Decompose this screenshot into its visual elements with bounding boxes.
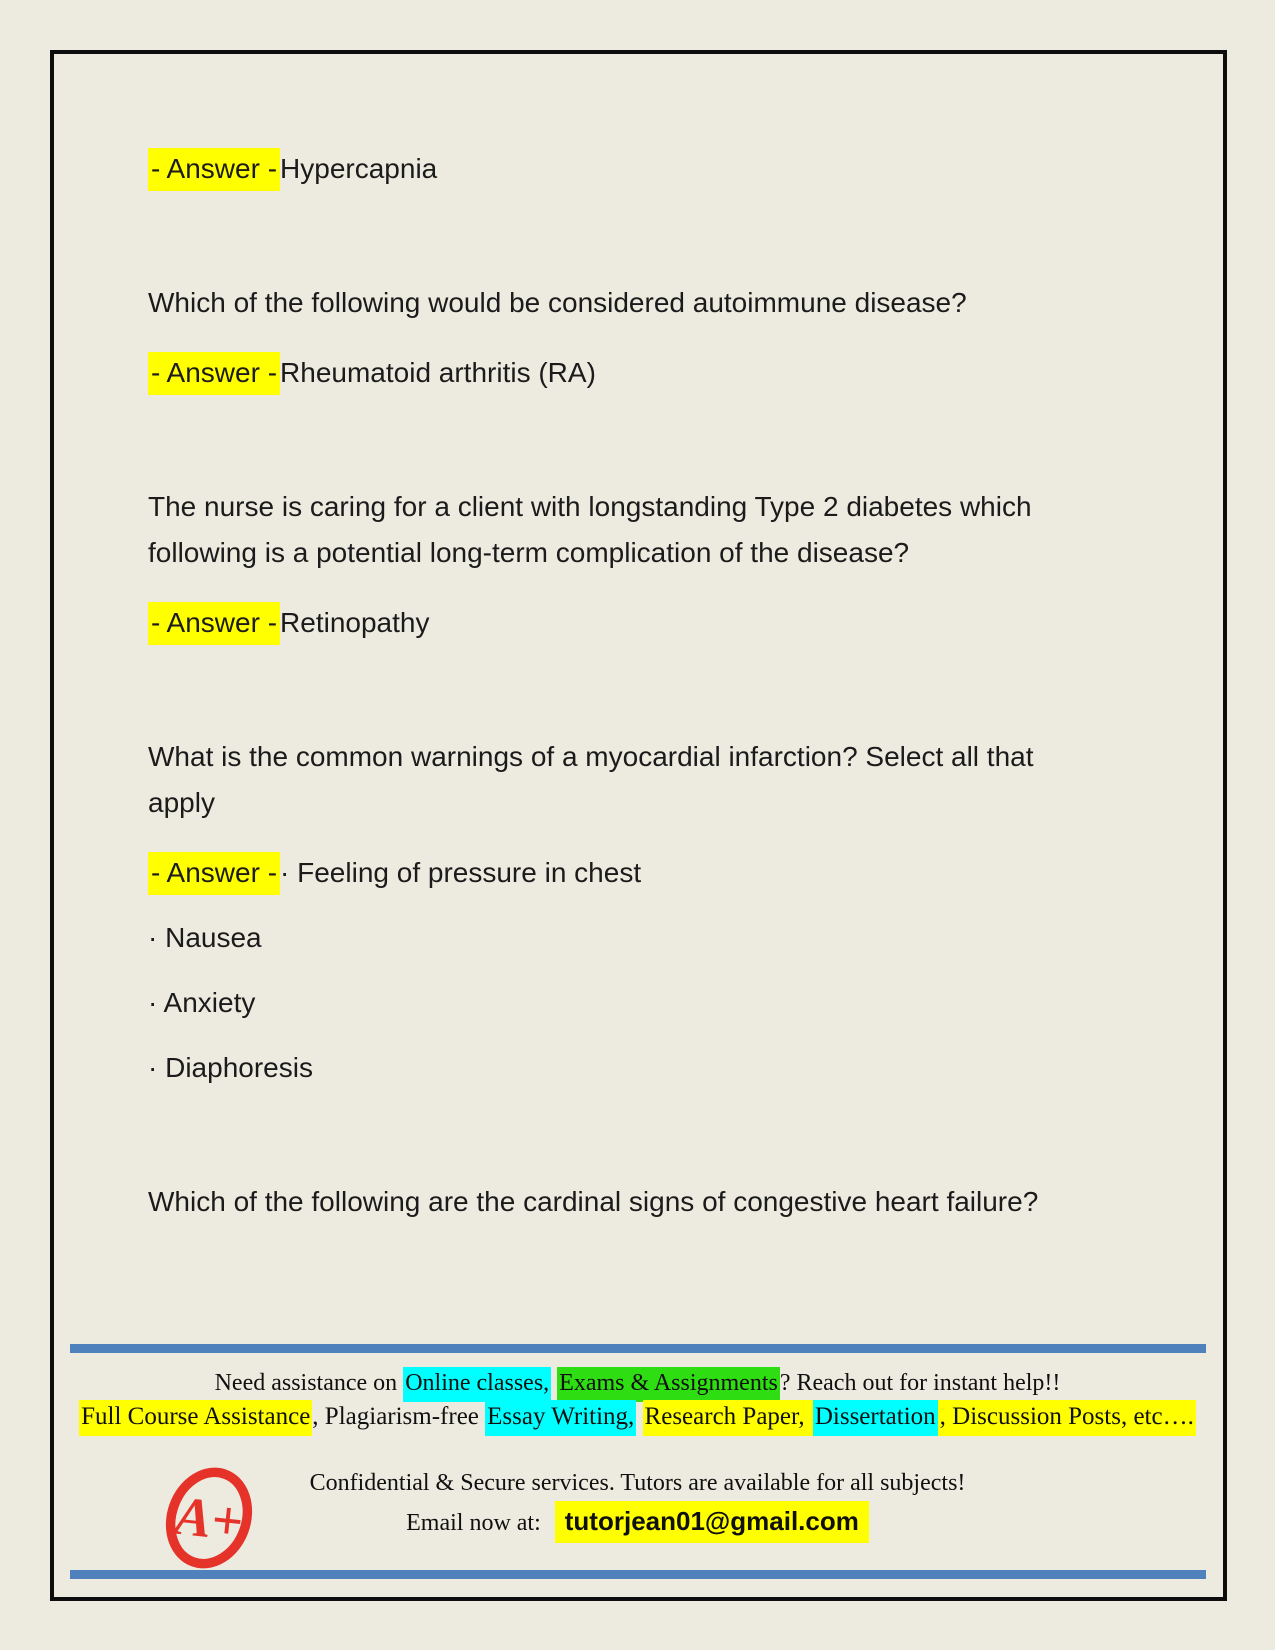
answer-highlight-yellow: - Answer - bbox=[148, 852, 280, 895]
divider-bottom bbox=[70, 1570, 1206, 1579]
answer-paragraph bbox=[148, 600, 1096, 646]
answer-text: Rheumatoid arthritis (RA) bbox=[280, 357, 596, 388]
question-paragraph bbox=[148, 484, 1096, 576]
question-paragraph bbox=[148, 734, 1096, 826]
answer-text: · Feeling of pressure in chest bbox=[280, 857, 642, 888]
bullet-text: · Anxiety bbox=[148, 987, 256, 1018]
answer-paragraph bbox=[148, 850, 1096, 896]
answer-text: Hypercapnia bbox=[280, 153, 438, 184]
email-address: tutorjean01@gmail.com bbox=[555, 1501, 869, 1543]
logo-text: A+ bbox=[171, 1484, 247, 1553]
answer-paragraph bbox=[148, 350, 1096, 396]
question-text: The nurse is caring for a client with longstanding Type 2 diabetes which following is a potential long-term complication of the disease? bbox=[148, 491, 1032, 568]
email-label: Email now at: bbox=[406, 1510, 541, 1536]
ad2-highlight-yellow: Research Paper, bbox=[643, 1400, 813, 1436]
bullet-item bbox=[148, 915, 1096, 961]
bullet-text: · Nausea bbox=[148, 922, 262, 953]
question-text: What is the common warnings of a myocardial infarction? Select all that apply bbox=[148, 741, 1034, 818]
question-text: Which of the following would be considered autoimmune disease? bbox=[148, 287, 967, 318]
bullet-text: · Diaphoresis bbox=[148, 1052, 313, 1083]
ad-line-2 bbox=[60, 1401, 1215, 1433]
question-text: Which of the following are the cardinal signs of congestive heart failure? bbox=[148, 1186, 1039, 1217]
divider-top bbox=[70, 1344, 1206, 1353]
ad2-text bbox=[636, 1403, 642, 1430]
ad2-highlight-yellow: Full Course Assistance bbox=[79, 1400, 312, 1436]
question-paragraph bbox=[148, 280, 1096, 326]
answer-highlight-yellow: - Answer - bbox=[148, 352, 280, 395]
ad2-highlight-yellow: , Discussion Posts, etc…. bbox=[938, 1400, 1196, 1436]
bullet-item bbox=[148, 980, 1096, 1026]
ad2-highlight-cyan: Dissertation bbox=[813, 1400, 938, 1436]
ad2-highlight-cyan: Essay Writing, bbox=[485, 1400, 636, 1436]
answer-text: Retinopathy bbox=[280, 607, 430, 638]
ad1-text: Need assistance on bbox=[214, 1370, 404, 1396]
answer-highlight-yellow: - Answer - bbox=[148, 602, 280, 645]
ad2-text: , Plagiarism-free bbox=[312, 1403, 486, 1430]
question-paragraph bbox=[148, 1179, 1096, 1225]
ad-line-1 bbox=[60, 1368, 1215, 1398]
answer-paragraph bbox=[148, 146, 1096, 192]
ad1-highlight-green: Exams & Assignments bbox=[557, 1367, 780, 1402]
ad1-highlight-cyan: Online classes, bbox=[403, 1367, 551, 1402]
bullet-item bbox=[148, 1045, 1096, 1091]
answer-highlight-yellow: - Answer - bbox=[148, 148, 280, 191]
document-body bbox=[148, 146, 1096, 1225]
email-line bbox=[60, 1506, 1215, 1537]
ad1-text: ? Reach out for instant help!! bbox=[779, 1370, 1061, 1396]
services-note: Confidential & Secure services. Tutors are available for all subjects! bbox=[309, 1470, 966, 1496]
